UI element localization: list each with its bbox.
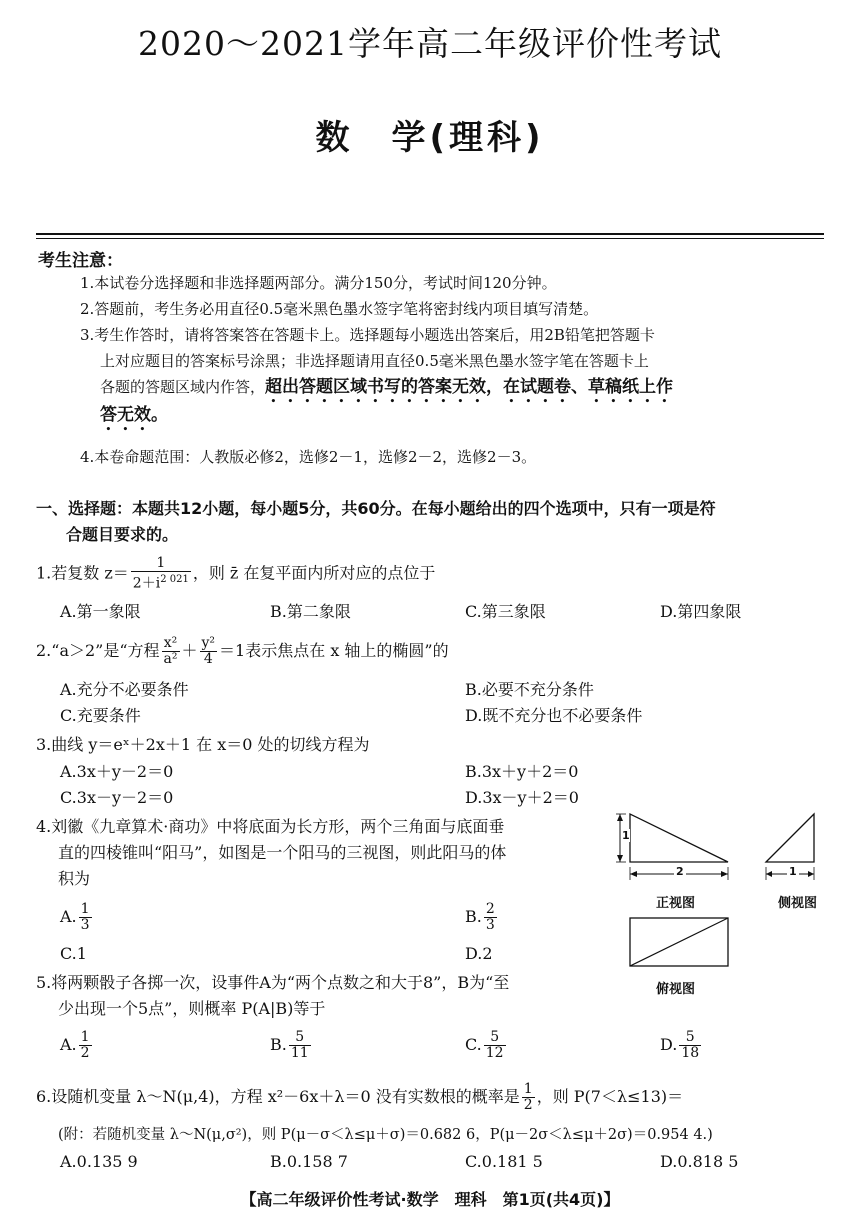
q6-option-a: A.0.135 9 (60, 1152, 138, 1171)
q4-option-a (60, 902, 94, 933)
q2-f2-den: 4 (203, 651, 213, 667)
q1-frac-den (131, 572, 191, 592)
q5-c-label: C. (465, 1035, 482, 1054)
dim-width-label: 2 (676, 865, 684, 878)
q6-suffix: ，则 P(7＜λ≤13)＝ (536, 1087, 684, 1106)
dim-height-label: 1 (622, 829, 630, 842)
q1-option-c: C.第三象限 (465, 602, 546, 621)
q1-fraction (131, 556, 191, 592)
question-6-stem (36, 1082, 683, 1113)
question-5-line-1: 5.将两颗骰子各掷一次，设事件A为“两个点数之和大于8”，B为“至 (36, 973, 510, 992)
q4-b-num: 2 (485, 901, 495, 917)
three-view-figure (612, 812, 826, 997)
q3-option-a: A.3x＋y－2＝0 (60, 762, 174, 781)
section-heading-line-1: 一、选择题：本题共12小题，每小题5分，共60分。在每小题给出的四个选项中，只有一项是符 (36, 499, 716, 518)
question-2-stem (36, 636, 449, 667)
front-view-label: 正视图 (656, 896, 696, 911)
q2-prefix: 2.“a＞2”是“方程 (36, 641, 160, 660)
q2-frac-2 (200, 636, 218, 667)
exam-title: 2020～2021学年高二年级评价性考试 (138, 24, 722, 63)
q5-d-label: D. (660, 1035, 678, 1054)
q5-d-num: 5 (679, 1030, 701, 1046)
question-5-line-2: 少出现一个5点”，则概率 P(A|B)等于 (58, 999, 326, 1018)
notice-item-3-line-2: 上对应题目的答案标号涂黑；非选择题请用直径0.5毫米黑色墨水签字笔在答题卡上 (100, 352, 649, 370)
q2-f1-den: a² (163, 651, 178, 667)
q4-option-b (465, 902, 499, 933)
q2-option-d: D.既不充分也不必要条件 (465, 706, 643, 725)
q5-b-den: 11 (290, 1045, 309, 1061)
q1-option-b: B.第二象限 (270, 602, 351, 621)
q6-option-b: B.0.158 7 (270, 1152, 348, 1171)
question-4-line-2: 直的四棱锥叫“阳马”，如图是一个阳马的三视图，则此阳马的体 (58, 843, 507, 862)
q2-plus: ＋ (181, 641, 198, 660)
q5-a-label: A. (60, 1035, 77, 1054)
q1-den-base: 2＋i (132, 575, 161, 592)
q5-b-label: B. (270, 1035, 287, 1054)
q2-f1-num: x² (162, 636, 180, 652)
q1-den-exp: 2 021 (160, 574, 189, 585)
q6-option-d: D.0.818 5 (660, 1152, 739, 1171)
notice-heading: 考生注意： (38, 251, 123, 271)
q4-b-label: B. (465, 907, 482, 926)
q5-option-b (270, 1030, 313, 1061)
notice-item-3-plain: 各题的答题区域内作答， (100, 378, 266, 396)
page-footer: 【高二年级评价性考试·数学 理科 第1页(共4页)】 (240, 1190, 620, 1209)
q5-d-frac (679, 1030, 701, 1061)
q1-suffix: ，则 z̄ 在复平面内所对应的点位于 (192, 563, 436, 583)
q1-prefix: 1.若复数 z＝ (36, 563, 129, 583)
divider-thick (36, 233, 824, 235)
q4-option-c: C.1 (60, 944, 87, 963)
question-4-line-3: 积为 (58, 869, 91, 888)
q5-a-frac (79, 1030, 92, 1061)
q4-b-den: 3 (485, 917, 495, 933)
q2-option-a: A.充分不必要条件 (60, 680, 189, 699)
section-heading (36, 496, 826, 548)
subject-title: 数 学(理科) (315, 118, 545, 158)
q6-option-c: C.0.181 5 (465, 1152, 543, 1171)
q5-option-d (660, 1030, 703, 1061)
section-heading-line-2: 合题目要求的。 (66, 525, 179, 544)
q4-b-frac (484, 902, 497, 933)
q2-option-c: C.充要条件 (60, 706, 141, 725)
top-view-label: 俯视图 (656, 982, 696, 997)
q5-d-den: 18 (681, 1045, 700, 1061)
q5-a-num: 1 (80, 1029, 90, 1045)
notice-item-4: 4.本卷命题范围：人教版必修2，选修2－1，选修2－2，选修2－3。 (80, 448, 537, 466)
q5-c-num: 5 (484, 1030, 506, 1046)
question-4-line-1: 4.刘徽《九章算术·商功》中将底面为长方形，两个三角面与底面垂 (36, 817, 505, 836)
notice-item-1: 1.本试卷分选择题和非选择题两部分。满分150分，考试时间120分钟。 (80, 274, 557, 292)
q5-a-den: 2 (80, 1045, 90, 1061)
question-1-stem (36, 556, 435, 592)
q4-a-num: 1 (80, 901, 90, 917)
question-6-note: (附：若随机变量 λ～N(μ,σ²)，则 P(μ－σ＜λ≤μ＋σ)＝0.682 6，P(μ－2σ＜λ≤μ＋2σ)＝0.954 4.) (58, 1127, 713, 1143)
q5-b-num: 5 (289, 1030, 311, 1046)
q6-frac-num: 1 (523, 1081, 533, 1097)
q3-option-b: B.3x＋y＋2＝0 (465, 762, 579, 781)
q5-c-den: 12 (485, 1045, 504, 1061)
q5-option-a (60, 1030, 94, 1061)
notice-item-3-line-4 (100, 402, 848, 435)
dim-side-label: 1 (789, 865, 797, 878)
divider-thin (36, 238, 824, 239)
q4-option-d: D.2 (465, 944, 493, 963)
q2-frac-1 (162, 636, 180, 667)
notice-item-3-line-1: 3.考生作答时，请将答案答在答题卡上。选择题每小题选出答案后，用2B铅笔把答题卡 (80, 326, 655, 344)
q3-option-d: D.3x－y＋2＝0 (465, 788, 579, 807)
q1-option-d: D.第四象限 (660, 602, 742, 621)
q5-option-c (465, 1030, 508, 1061)
side-view-label: 侧视图 (778, 896, 818, 911)
question-3-stem: 3.曲线 y＝eˣ＋2x＋1 在 x＝0 处的切线方程为 (36, 735, 370, 754)
q2-suffix: ＝1表示焦点在 x 轴上的椭圆”的 (219, 641, 449, 660)
notice-item-3-emphasis-end: 答无效。 (100, 405, 168, 425)
q6-prefix: 6.设随机变量 λ～N(μ,4)，方程 x²－6x＋λ＝0 没有实数根的概率是 (36, 1087, 520, 1106)
q6-frac-den: 2 (523, 1097, 533, 1113)
q2-f2-num: y² (201, 635, 216, 651)
q4-a-frac (79, 902, 92, 933)
notice-item-3-emphasis: 超出答题区域书写的答案无效，在试题卷、草稿纸上作 (265, 377, 674, 397)
notice-item-2: 2.答题前，考生务必用直径0.5毫米黑色墨水签字笔将密封线内项目填写清楚。 (80, 300, 599, 318)
q1-option-a: A.第一象限 (60, 602, 141, 621)
q4-a-den: 3 (80, 917, 90, 933)
q6-fraction (522, 1082, 535, 1113)
q1-frac-num: 1 (131, 556, 191, 572)
q3-option-c: C.3x－y－2＝0 (60, 788, 174, 807)
q2-option-b: B.必要不充分条件 (465, 680, 594, 699)
q4-a-label: A. (60, 907, 77, 926)
q5-c-frac (484, 1030, 506, 1061)
q5-b-frac (289, 1030, 311, 1061)
